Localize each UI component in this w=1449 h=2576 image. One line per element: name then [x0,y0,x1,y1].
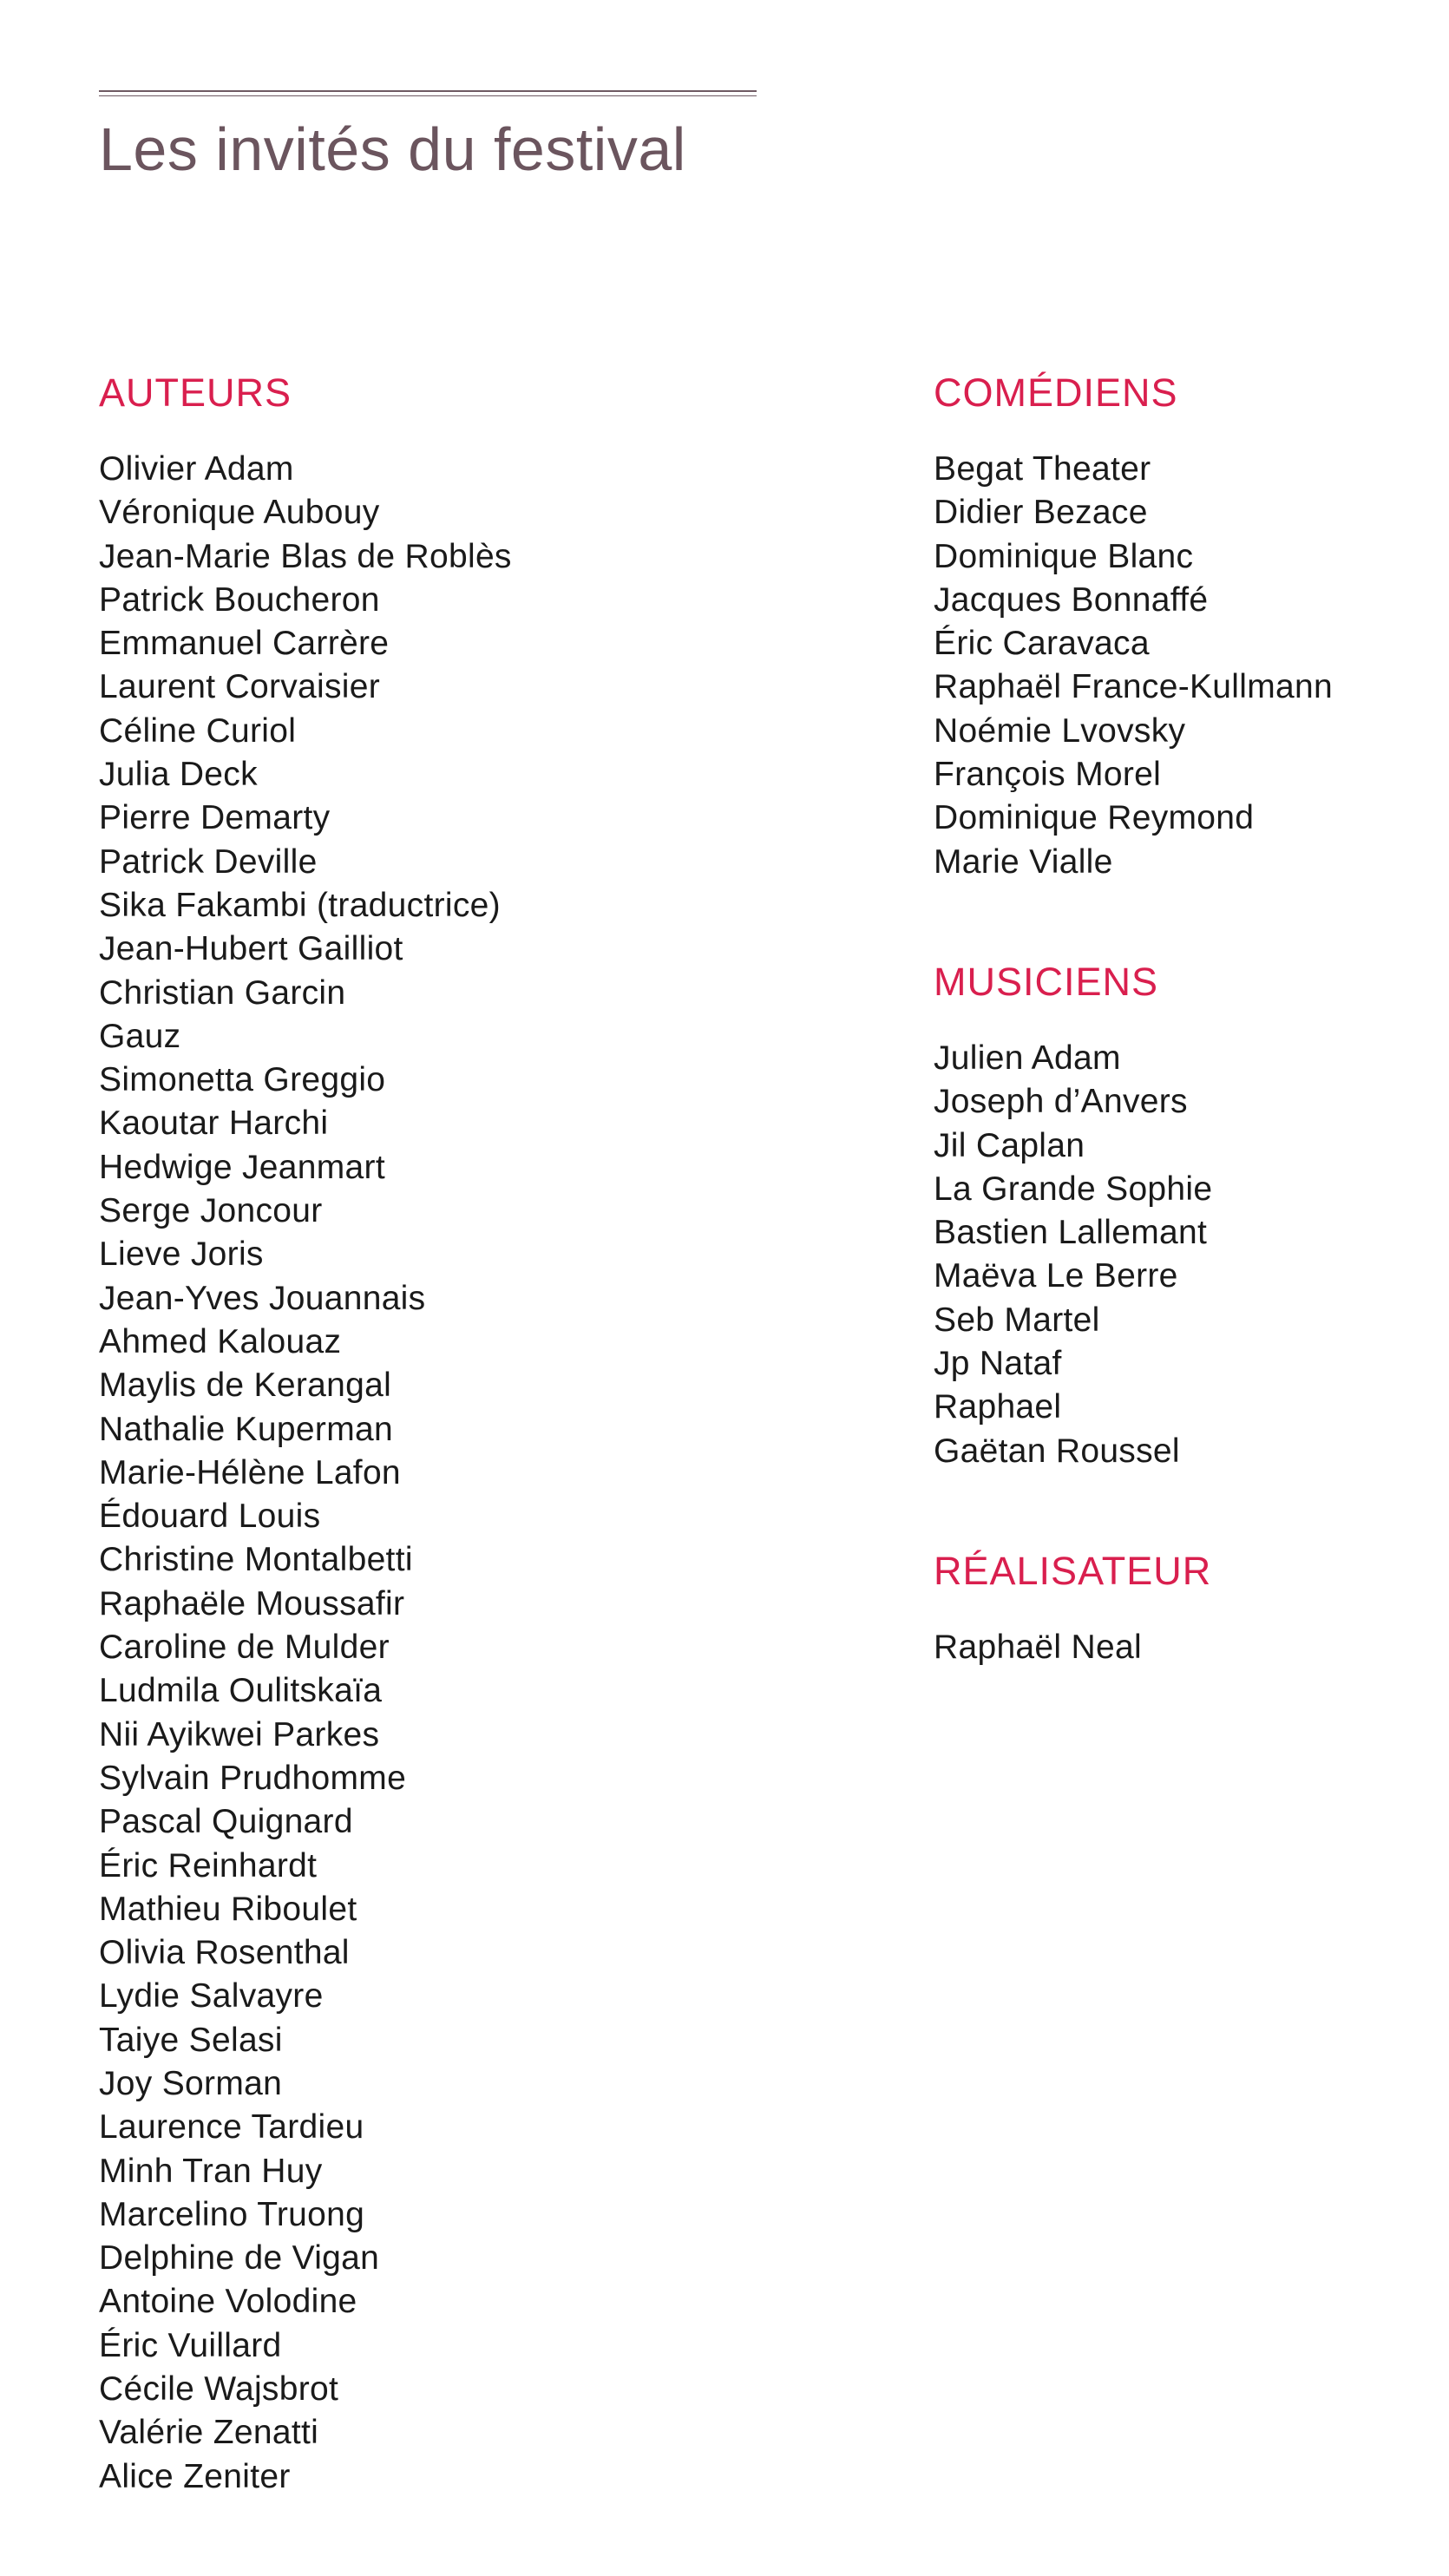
section-musicians [934,952,1437,1473]
guest-name: Éric Vuillard [99,2326,282,2364]
section-heading-authors: AUTEURS [99,370,292,415]
guest-name: Patrick Deville [99,842,318,881]
guest-name: Christine Montalbetti [99,1541,413,1579]
guest-name: Joy Sorman [99,2064,283,2102]
guest-name: Didier Bezace [934,494,1148,532]
guest-name: Lydie Salvayre [99,1977,324,2016]
guest-name: Patrick Boucheron [99,580,380,619]
guest-name: Emmanuel Carrère [99,625,390,663]
section-actors [934,363,1437,884]
guest-name: Gauz [99,1017,181,1055]
guest-name: Alice Zeniter [99,2457,291,2495]
guest-name: Sylvain Prudhomme [99,1759,407,1797]
actors-list [934,448,1437,884]
section-authors [99,363,810,2499]
guest-name: Maëva Le Berre [934,1257,1178,1295]
guest-name: Serge Joncour [99,1192,323,1230]
guest-name: Hedwige Jeanmart [99,1148,385,1186]
guest-name: Delphine de Vigan [99,2239,380,2278]
guest-name: Édouard Louis [99,1498,321,1536]
top-rule [99,90,757,92]
guest-name: Taiye Selasi [99,2021,283,2059]
guest-name: Raphael [934,1388,1062,1426]
section-director [934,1541,1437,1669]
guest-name: Mathieu Riboulet [99,1890,357,1928]
guest-name: Céline Curiol [99,711,297,750]
musicians-list [934,1037,1437,1473]
guest-name: Ahmed Kalouaz [99,1322,342,1360]
guest-name: Pascal Quignard [99,1803,353,1841]
guest-name: Sika Fakambi (traductrice) [99,886,501,924]
guest-name: Raphaële Moussafir [99,1584,405,1622]
guest-name: Olivia Rosenthal [99,1934,350,1972]
guest-name: Marcelino Truong [99,2195,365,2233]
guest-name: Jean-Yves Jouannais [99,1279,426,1317]
guest-name: Valérie Zenatti [99,2414,319,2452]
guest-name: Jean-Marie Blas de Roblès [99,537,512,575]
guest-name: Marie-Hélène Lafon [99,1453,401,1491]
guest-name: Jp Nataf [934,1345,1062,1383]
guest-name: Laurent Corvaisier [99,668,381,706]
top-rule-thin [99,95,757,96]
guest-name: Kaoutar Harchi [99,1104,329,1143]
guest-name: Gaëtan Roussel [934,1432,1180,1470]
guest-name: La Grande Sophie [934,1170,1213,1208]
guest-name: Bastien Lallemant [934,1214,1208,1252]
guest-name: Joseph d’Anvers [934,1083,1188,1121]
left-column [99,363,810,2566]
guest-name: Éric Caravaca [934,625,1150,663]
guest-name: Raphaël France-Kullmann [934,668,1333,706]
guest-name: Antoine Volodine [99,2283,357,2321]
section-heading-actors: COMÉDIENS [934,370,1178,415]
guest-name: François Morel [934,756,1162,794]
section-heading-musicians: MUSICIENS [934,959,1159,1004]
guest-name: Simonetta Greggio [99,1061,386,1099]
guest-name: Lieve Joris [99,1236,264,1274]
page-header [99,90,757,183]
guest-name: Nii Ayikwei Parkes [99,1715,380,1753]
guest-name: Seb Martel [934,1301,1100,1339]
guest-name: Véronique Aubouy [99,494,380,532]
guest-name: Olivier Adam [99,450,294,488]
authors-list [99,448,810,2499]
guest-name: Caroline de Mulder [99,1629,390,1667]
guest-name: Laurence Tardieu [99,2108,364,2147]
guest-name: Cécile Wajsbrot [99,2370,339,2409]
right-column [934,363,1437,1737]
director-list [934,1626,1437,1669]
guest-name: Jacques Bonnaffé [934,580,1209,619]
section-heading-director: RÉALISATEUR [934,1548,1212,1593]
guest-name: Marie Vialle [934,842,1113,881]
guest-name: Raphaël Neal [934,1628,1142,1666]
guest-name: Begat Theater [934,450,1151,488]
guest-name: Christian Garcin [99,973,346,1012]
guest-name: Noémie Lvovsky [934,711,1186,750]
guest-name: Julien Adam [934,1039,1121,1077]
guest-name: Éric Reinhardt [99,1846,318,1884]
guest-name: Dominique Reymond [934,799,1255,837]
guest-name: Pierre Demarty [99,799,331,837]
guest-name: Ludmila Oulitskaïa [99,1672,383,1710]
page-title: Les invités du festival [99,115,686,183]
guest-name: Jil Caplan [934,1126,1085,1164]
guest-name: Minh Tran Huy [99,2152,323,2190]
guest-name: Maylis de Kerangal [99,1367,392,1405]
guest-name: Jean-Hubert Gailliot [99,930,403,968]
guest-name: Nathalie Kuperman [99,1410,393,1448]
guest-name: Dominique Blanc [934,537,1194,575]
guest-name: Julia Deck [99,756,258,794]
